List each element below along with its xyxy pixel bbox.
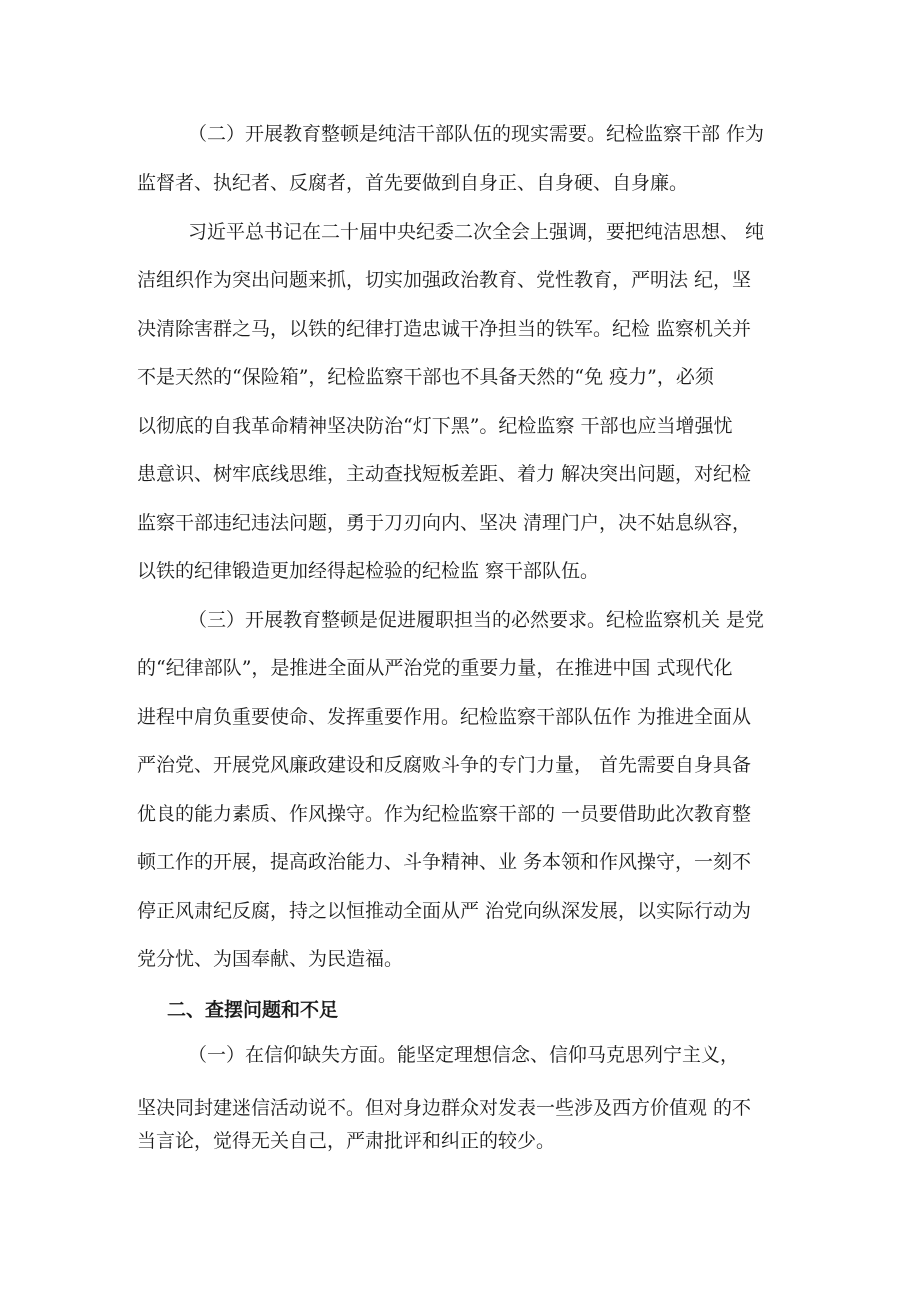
text-line: 党分忧、为国奉献、为民造福。: [137, 948, 404, 970]
text-line: 当言论，觉得无关自己，严肃批评和纠正的较少。: [137, 1130, 556, 1152]
text-line: 监察干部违纪违法问题，勇于刀刃向内、坚决 清理门户，决不姑息纵容，: [137, 512, 752, 534]
text-line: 以彻底的自我革命精神坚决防治“灯下黑”。纪检监察 干部也应当增强忧: [137, 415, 733, 437]
text-line: 决清除害群之马，以铁的纪律打造忠诚干净担当的铁军。纪检 监察机关并: [137, 318, 752, 340]
text-line: （三）开展教育整顿是促进履职担当的必然要求。纪检监察机关 是党: [188, 609, 765, 631]
text-line: 不是天然的“保险箱”，纪检监察干部也不具备天然的“免 疫力”，必须: [137, 366, 714, 388]
text-line: 洁组织作为突出问题来抓，切实加强政治教育、党性教育，严明法 纪，坚: [137, 269, 752, 291]
text-line: 监督者、执纪者、反腐者，首先要做到自身正、自身硬、自身廉。: [137, 172, 689, 194]
text-line: （一）在信仰缺失方面。能坚定理想信念、信仰马克思列宁主义，: [188, 1044, 740, 1066]
text-line: 优良的能力素质、作风操守。作为纪检监察干部的 一员要借助此次教育整: [137, 803, 752, 825]
text-line: （二）开展教育整顿是纯洁干部队伍的现实需要。纪检监察干部 作为: [188, 123, 765, 145]
text-line: 患意识、树牢底线思维，主动查找短板差距、着力 解决突出问题，对纪检: [137, 463, 752, 485]
text-line: 的“纪律部队”，是推进全面从严治党的重要力量，在推进中国 式现代化: [137, 657, 733, 679]
section-heading: 二、查摆问题和不足: [167, 999, 339, 1021]
text-line: 严治党、开展党风廉政建设和反腐败斗争的专门力量， 首先需要自身具备: [137, 754, 752, 776]
text-line: 习近平总书记在二十届中央纪委二次全会上强调，要把纯洁思想、 纯: [188, 221, 765, 243]
text-line: 顿工作的开展，提高政治能力、斗争精神、业 务本领和作风操守，一刻不: [137, 851, 752, 873]
text-line: 以铁的纪律锻造更加经得起检验的纪检监 察干部队伍。: [137, 560, 600, 582]
text-line: 停正风肃纪反腐，持之以恒推动全面从严 治党向纵深发展，以实际行动为: [137, 900, 752, 922]
text-line: 进程中肩负重要使命、发挥重要作用。纪检监察干部队伍作 为推进全面从: [137, 706, 752, 728]
text-line: 坚决同封建迷信活动说不。但对身边群众对发表一些涉及西方价值观 的不: [137, 1097, 752, 1119]
